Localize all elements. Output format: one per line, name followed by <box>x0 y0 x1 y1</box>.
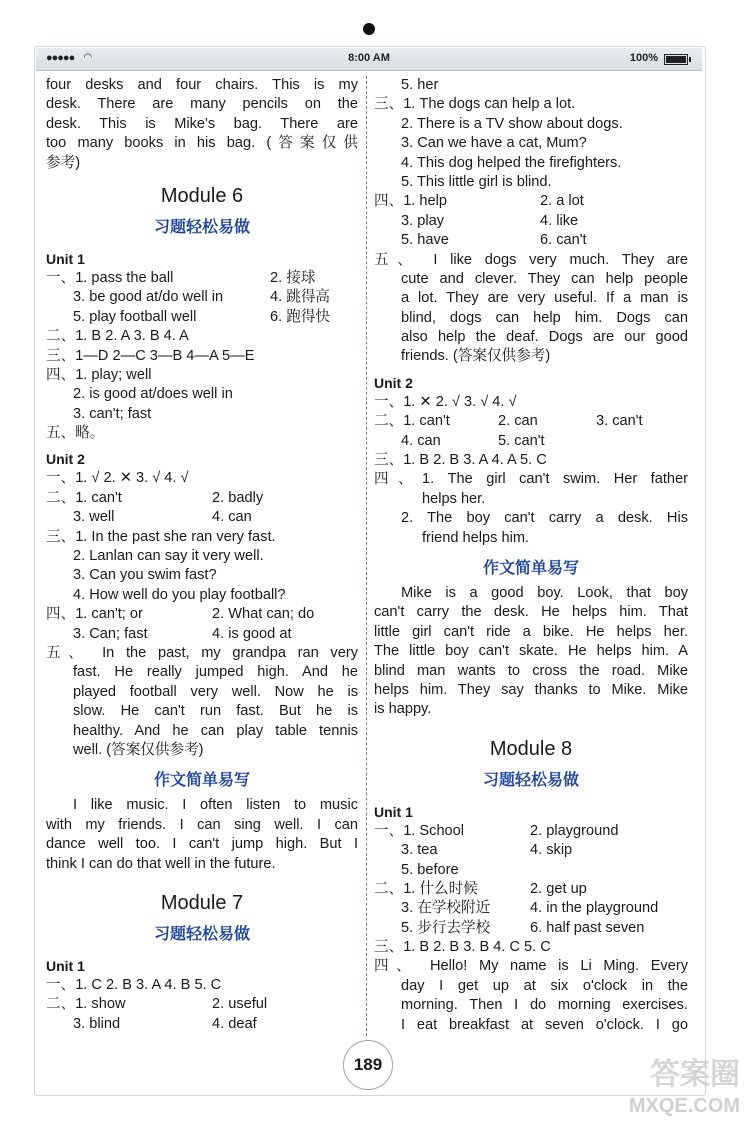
wifi-icon: ◠ <box>84 52 92 63</box>
writing-line: think I can do that well in the future. <box>46 855 276 872</box>
unit-title: Unit 2 <box>46 451 85 468</box>
answer-row <box>374 822 688 841</box>
answer-row: 4. This dog helped the firefighters. <box>401 154 622 171</box>
unit-title: Unit 1 <box>374 803 413 820</box>
module-title: Module 8 <box>489 737 573 760</box>
answer-row: 2. There is a TV show about dogs. <box>401 115 623 132</box>
answer-row <box>46 625 358 644</box>
battery-percent: 100% <box>629 52 658 64</box>
intro-line: 参考) <box>46 154 81 171</box>
section-title: 习题轻松易做 <box>153 925 250 943</box>
answer-b: 6. can't <box>540 232 587 249</box>
writing-line: is happy. <box>374 701 432 718</box>
essay-line: I eat breakfast at seven o'clock. I go <box>401 1016 688 1033</box>
answer-b: 4. can <box>212 509 252 526</box>
essay-line: 五、 In the past, my grandpa ran very <box>46 644 358 661</box>
answer-row: 三、1. In the past she ran very fast. <box>46 528 276 545</box>
answer-row: 三、1. The dogs can help a lot. <box>374 96 576 113</box>
writing-line: helps him. They say thanks to Mike. Mike <box>374 681 688 698</box>
answer-b: 2. badly <box>212 489 264 506</box>
page-number: 189 <box>343 1040 393 1090</box>
answer-a: 3. blind <box>73 1015 121 1032</box>
answer-row <box>46 508 358 527</box>
answer-b: 4. skip <box>530 842 573 859</box>
answer-a: 四、1. can't; or <box>46 606 143 623</box>
column-divider <box>366 76 367 1036</box>
answer-row: 三、1. B 2. B 3. A 4. A 5. C <box>374 452 547 469</box>
section-title: 习题轻松易做 <box>153 218 250 236</box>
answer-row: 3. Can you swim fast? <box>73 567 217 584</box>
answer-row: 四、1. The girl can't swim. Her father <box>374 471 688 488</box>
answer-row: friend helps him. <box>422 529 530 546</box>
essay-line: fast. He really jumped high. And he <box>73 664 358 681</box>
writing-line: The little boy can't skate. He helps him. A <box>374 643 688 660</box>
answer-a: 四、1. help <box>374 193 448 210</box>
essay-line: morning. Then I do morning exercises. <box>401 997 688 1014</box>
answer-row: 2. is good at/does well in <box>73 386 233 403</box>
answer-b: 4. in the playground <box>530 900 659 917</box>
answer-row: 一、1. √ 2. ✕ 3. √ 4. √ <box>46 470 189 487</box>
essay-line: slow. He can't run fast. But he is <box>73 703 358 720</box>
answer-row: 四、1. play; well <box>46 366 152 383</box>
intro-line: desk. There are many pencils on the <box>46 96 358 113</box>
answer-row: 4. How well do you play football? <box>73 586 286 603</box>
essay-line: 五、 I like dogs very much. They are <box>374 251 688 268</box>
answer-b: 2. a lot <box>540 193 584 210</box>
status-bar <box>36 48 702 71</box>
answer-row: 2. Lanlan can say it very well. <box>73 548 264 565</box>
unit-title: Unit 2 <box>374 374 413 391</box>
answer-row <box>46 308 358 327</box>
answer-b: 4. deaf <box>212 1015 257 1032</box>
watermark-text: 答案圈 <box>650 1058 740 1091</box>
answer-a: 3. be good at/do well in <box>73 289 224 306</box>
answer-b: 2. get up <box>530 880 587 897</box>
answer-row: 三、1. B 2. B 3. B 4. C 5. C <box>374 939 551 956</box>
section-title: 作文简单易写 <box>153 772 250 790</box>
answer-a: 3. well <box>73 509 115 526</box>
answer-a: 3. play <box>401 212 444 229</box>
writing-line: Mike is a good boy. Look, that boy <box>401 584 688 601</box>
intro-line: too many books in his bag. (答案仅供 <box>46 135 358 152</box>
essay-line: a lot. They are very useful. If a man is <box>401 290 688 307</box>
essay-line: friends. (答案仅供参考) <box>401 348 551 365</box>
answer-a: 一、1. School <box>374 822 465 839</box>
answer-row <box>46 269 358 288</box>
answer-b: 2. 接球 <box>270 269 316 286</box>
answer-row <box>46 605 358 624</box>
writing-line: can't carry the desk. He helps him. That <box>374 604 688 621</box>
answer-a: 4. can <box>401 432 441 449</box>
answer-row <box>46 1015 358 1034</box>
essay-line: blind, dogs can help him. Dogs can <box>401 309 688 326</box>
module-title: Module 7 <box>160 891 244 914</box>
answer-row <box>46 288 358 307</box>
answer-row <box>374 880 688 899</box>
answer-b: 2. can <box>498 413 538 430</box>
answer-row: 一、1. C 2. B 3. A 4. B 5. C <box>46 976 222 993</box>
section-title: 习题轻松易做 <box>482 771 579 789</box>
answer-b: 2. playground <box>530 822 619 839</box>
intro-line: desk. This is Mike's bag. There are <box>46 115 358 132</box>
answer-a: 二、1. can't <box>374 413 450 430</box>
answer-b: 4. like <box>540 212 579 229</box>
answer-b: 5. can't <box>498 432 545 449</box>
battery-icon <box>664 54 688 65</box>
answer-row: 3. Can we have a cat, Mum? <box>401 135 587 152</box>
answer-a: 二、1. 什么时候 <box>374 880 478 897</box>
answer-b: 4. is good at <box>212 625 292 642</box>
answer-row <box>374 231 688 250</box>
answer-row: 5. This little girl is blind. <box>401 173 552 190</box>
answer-row <box>374 919 688 938</box>
answer-row <box>374 192 688 211</box>
watermark <box>596 1045 746 1131</box>
right-column <box>374 76 688 1035</box>
camera-dot <box>363 23 375 35</box>
answer-row <box>46 995 358 1014</box>
answer-row <box>374 212 688 231</box>
writing-line: dance well too. I can't jump high. But I <box>46 836 358 853</box>
answer-row: 5. her <box>401 77 439 93</box>
essay-line: played football very well. Now he is <box>73 683 358 700</box>
answer-a: 5. 步行去学校 <box>401 919 491 936</box>
intro-line: four desks and four chairs. This is my <box>46 77 358 93</box>
answer-a: 3. tea <box>401 842 438 859</box>
module-title: Module 6 <box>160 184 244 207</box>
essay-line: cute and clever. They can help people <box>401 270 688 287</box>
answer-row: 三、1—D 2—C 3—B 4—A 5—E <box>46 347 255 364</box>
answer-row: 一、1. ✕ 2. √ 3. √ 4. √ <box>374 393 517 410</box>
answer-a: 3. 在学校附近 <box>401 900 491 917</box>
answer-b: 2. useful <box>212 996 268 1013</box>
answer-a: 5. have <box>401 232 449 249</box>
unit-title: Unit 1 <box>46 957 85 974</box>
answer-row <box>374 432 688 451</box>
answer-b: 4. 跳得高 <box>270 289 331 306</box>
answer-row <box>374 412 688 431</box>
writing-line: little girl can't ride a bike. He helps her. <box>374 623 688 640</box>
answer-row: helps her. <box>422 490 486 507</box>
answer-row <box>374 899 688 918</box>
answer-a: 5. play football well <box>73 308 197 325</box>
answer-row: 5. before <box>401 861 459 878</box>
unit-title: Unit 1 <box>46 250 85 267</box>
essay-line: healthy. And he can play table tennis <box>73 722 358 739</box>
writing-line: blind man wants to cross the road. Mike <box>374 662 688 679</box>
answer-row: 五、略。 <box>46 425 105 442</box>
answer-b: 2. What can; do <box>212 606 315 623</box>
answer-row: 2. The boy can't carry a desk. His <box>401 510 688 527</box>
writing-line: with my friends. I can sing well. I can <box>46 816 358 833</box>
answer-row <box>374 841 688 860</box>
answer-b: 6. half past seven <box>530 919 645 936</box>
answer-b: 6. 跑得快 <box>270 308 331 325</box>
essay-line: well. (答案仅供参考) <box>73 741 204 758</box>
writing-line: I like music. I often listen to music <box>73 797 358 814</box>
answer-a: 二、1. can't <box>46 489 122 506</box>
answer-row: 二、1. B 2. A 3. B 4. A <box>46 328 189 345</box>
essay-line: also help the deaf. Dogs are our good <box>401 329 688 346</box>
essay-line: 四、 Hello! My name is Li Ming. Every <box>374 958 688 975</box>
answer-row <box>46 489 358 508</box>
status-time: 8:00 AM <box>348 52 390 64</box>
essay-line: day I get up at six o'clock in the <box>401 977 688 994</box>
left-column <box>46 76 358 1034</box>
answer-row: 3. can't; fast <box>73 405 152 422</box>
watermark-url: MXQE.COM <box>628 1095 740 1117</box>
signal-icon: ●●●●● <box>46 52 75 64</box>
answer-c: 3. can't <box>596 413 643 430</box>
answer-a: 3. Can; fast <box>73 625 148 642</box>
answer-a: 二、1. show <box>46 996 126 1013</box>
section-title: 作文简单易写 <box>482 559 579 577</box>
answer-a: 一、1. pass the ball <box>46 269 174 286</box>
